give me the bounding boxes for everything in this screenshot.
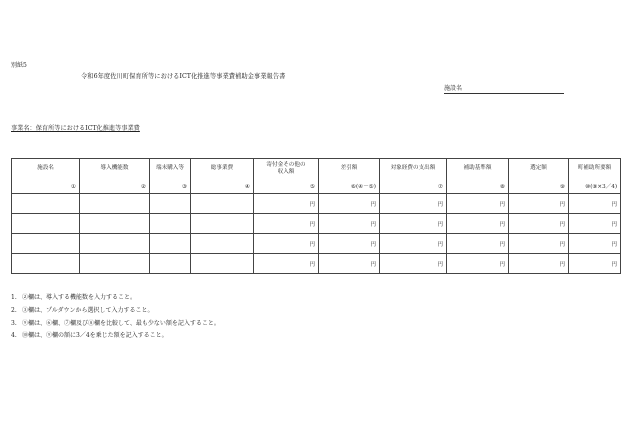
header-label: 対象経費の支出額 xyxy=(390,165,436,171)
header-number: ⑩(⑨×3／4) xyxy=(585,184,617,190)
note-item xyxy=(11,318,220,331)
header-cell xyxy=(150,159,191,194)
header-cell xyxy=(319,159,380,194)
input-cell[interactable] xyxy=(12,194,80,214)
note-number: 2. xyxy=(11,306,17,314)
note-text: ②欄は、導入する機能数を入力すること。 xyxy=(22,294,137,301)
table-row xyxy=(12,194,621,214)
table-row xyxy=(12,214,621,234)
header-cell xyxy=(191,159,254,194)
report-table xyxy=(11,158,621,274)
input-cell[interactable] xyxy=(80,194,150,214)
notes-list xyxy=(11,292,220,343)
amount-cell[interactable]: 円 xyxy=(380,214,447,234)
table-row xyxy=(12,234,621,254)
amount-cell[interactable]: 円 xyxy=(319,194,380,214)
input-cell[interactable] xyxy=(12,214,80,234)
input-cell[interactable] xyxy=(12,254,80,274)
form-id: 別紙5 xyxy=(11,62,27,69)
header-cell xyxy=(380,159,447,194)
note-item xyxy=(11,305,220,318)
header-label: 総事業費 xyxy=(210,165,234,171)
amount-cell[interactable]: 円 xyxy=(254,254,319,274)
header-label: 補助基準額 xyxy=(463,165,492,171)
header-number: ⑨ xyxy=(559,184,565,190)
amount-cell[interactable]: 円 xyxy=(380,194,447,214)
header-label-line: 寄付金その他の xyxy=(266,162,306,168)
header-number: ③ xyxy=(181,184,187,190)
note-text: ③欄は、プルダウンから選択して入力すること。 xyxy=(22,306,154,314)
header-number: ⑦ xyxy=(437,184,443,190)
report-title: 令和6年度佐川町保育所等におけるICT化推進等事業費補助金事業報告書 xyxy=(81,73,286,80)
input-cell[interactable] xyxy=(191,194,254,214)
amount-cell[interactable]: 円 xyxy=(569,234,621,254)
amount-cell[interactable]: 円 xyxy=(254,214,319,234)
input-cell[interactable] xyxy=(80,254,150,274)
amount-cell[interactable]: 円 xyxy=(447,234,509,254)
amount-cell[interactable]: 円 xyxy=(569,254,621,274)
input-cell[interactable] xyxy=(191,254,254,274)
amount-cell[interactable]: 円 xyxy=(380,254,447,274)
header-cell xyxy=(569,159,621,194)
header-label: 端末購入等 xyxy=(156,165,184,171)
header-cell xyxy=(80,159,150,194)
header-label: 施設名 xyxy=(37,165,54,171)
note-number: 4. xyxy=(11,332,17,340)
amount-cell[interactable]: 円 xyxy=(509,194,569,214)
amount-cell[interactable]: 円 xyxy=(380,234,447,254)
amount-cell[interactable]: 円 xyxy=(569,194,621,214)
note-item xyxy=(11,292,220,305)
header-label-line: 収入額 xyxy=(277,169,295,175)
input-cell[interactable] xyxy=(191,214,254,234)
header-cell xyxy=(509,159,569,194)
facility-name-field[interactable] xyxy=(444,93,564,94)
amount-cell[interactable]: 円 xyxy=(319,214,380,234)
note-text: ⑩欄は、⑨欄の額に3／4を乗じた額を記入すること。 xyxy=(22,332,168,340)
note-item xyxy=(11,330,220,343)
header-label: 差引額 xyxy=(340,165,358,171)
input-cell[interactable] xyxy=(150,194,191,214)
header-cell xyxy=(12,159,80,194)
header-number: ② xyxy=(140,184,146,190)
input-cell[interactable] xyxy=(80,234,150,254)
amount-cell[interactable]: 円 xyxy=(569,214,621,234)
amount-cell[interactable]: 円 xyxy=(254,234,319,254)
table-header-row xyxy=(12,159,621,194)
header-number: ④ xyxy=(244,184,250,190)
note-number: 3. xyxy=(11,319,17,327)
amount-cell[interactable]: 円 xyxy=(319,234,380,254)
header-number: ① xyxy=(70,184,76,190)
header-label: 選定額 xyxy=(530,165,547,171)
input-cell[interactable] xyxy=(80,214,150,234)
amount-cell[interactable]: 円 xyxy=(447,254,509,274)
project-name: 事業名：保育所等におけるICT化推進等事業費 xyxy=(11,125,140,132)
header-number: ⑧ xyxy=(499,184,505,190)
header-number: ⑥(④－⑤) xyxy=(350,184,376,190)
header-number: ⑤ xyxy=(309,184,315,190)
input-cell[interactable] xyxy=(150,214,191,234)
header-cell xyxy=(254,159,319,194)
amount-cell[interactable]: 円 xyxy=(509,234,569,254)
note-text: ⑨欄は、⑥欄、⑦欄及び⑧欄を比較して、最も少ない額を記入すること。 xyxy=(22,319,220,327)
header-label xyxy=(254,162,318,176)
amount-cell[interactable]: 円 xyxy=(509,214,569,234)
header-cell xyxy=(447,159,509,194)
amount-cell[interactable]: 円 xyxy=(254,194,319,214)
facility-name-label: 施設名 xyxy=(444,85,463,92)
note-number: 1. xyxy=(11,294,17,301)
amount-cell[interactable]: 円 xyxy=(509,254,569,274)
amount-cell[interactable]: 円 xyxy=(319,254,380,274)
amount-cell[interactable]: 円 xyxy=(447,214,509,234)
table-row xyxy=(12,254,621,274)
input-cell[interactable] xyxy=(150,234,191,254)
amount-cell[interactable]: 円 xyxy=(447,194,509,214)
input-cell[interactable] xyxy=(12,234,80,254)
header-label: 導入機能数 xyxy=(100,165,129,171)
input-cell[interactable] xyxy=(191,234,254,254)
header-label: 町補助所要額 xyxy=(577,165,612,171)
input-cell[interactable] xyxy=(150,254,191,274)
